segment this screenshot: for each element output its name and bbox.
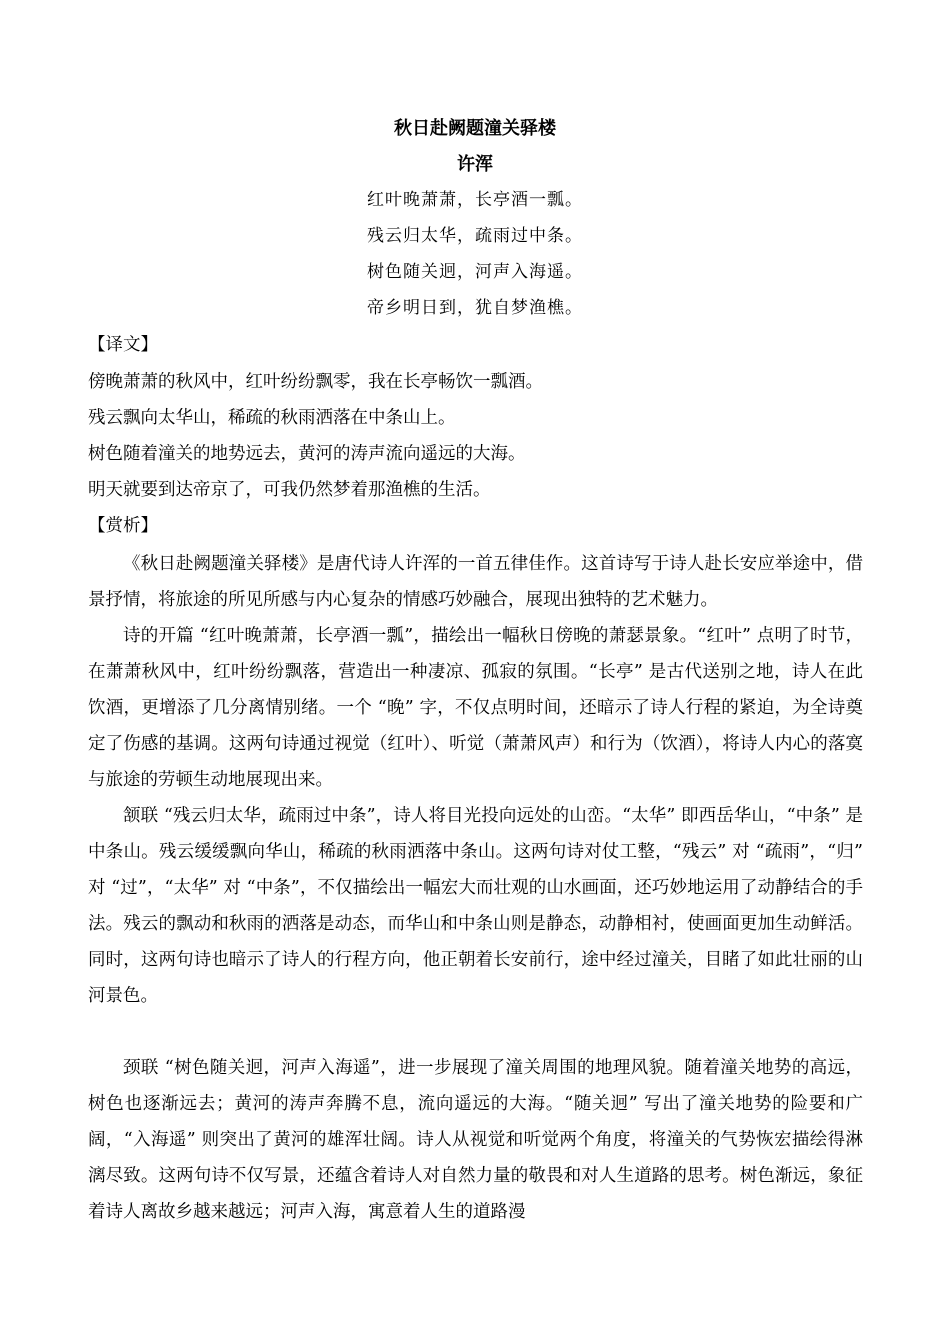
poem-line: 树色随关迥，河声入海遥。 xyxy=(367,262,583,282)
translation-line: 树色随着潼关的地势远去，黄河的涛声流向遥远的大海。 xyxy=(88,444,526,464)
translation-line: 明天就要到达帝京了，可我仍然梦着那渔樵的生活。 xyxy=(88,480,491,500)
translation-line: 傍晚萧萧的秋风中，红叶纷纷飘零，我在长亭畅饮一瓢酒。 xyxy=(88,372,543,392)
appreciation-paragraph: 颈联 “树色随关迥，河声入海遥”，进一步展现了潼关周围的地理风貌。随着潼关地势的高远，树色也逐渐远去；黄河的涛声奔腾不息，流向遥远的大海。“随关迥” 写出了潼关地势的险要和广阔，“入海遥” 则突出了黄河的雄浑壮阔。诗人从视觉和听觉两个角度，将潼关的气势恢宏描绘得淋漓尽致。这两句诗不仅写景，还蕴含着诗人对自然力量的敬畏和对人生道路的思考。树色渐远，象征着诗人离故乡越来越远；河声入海，寓意着人生的道路漫 xyxy=(88,1058,863,1222)
poem-line: 残云归太华，疏雨过中条。 xyxy=(367,226,583,246)
translation-heading: 【译文】 xyxy=(88,335,158,355)
poem-author: 许浑 xyxy=(457,154,493,175)
poem-line: 红叶晚萧萧，长亭酒一瓢。 xyxy=(367,190,583,210)
appreciation-paragraph: 颔联 “残云归太华，疏雨过中条”，诗人将目光投向远处的山峦。“太华” 即西岳华山，“中条” 是中条山。残云缓缓飘向华山，稀疏的秋雨洒落中条山。这两句诗对仗工整，“残云” 对 “疏雨”，“归” 对 “过”，“太华” 对 “中条”，不仅描绘出一幅宏大而壮观的山水画面，还巧妙地运用了动静结合的手法。残云的飘动和秋雨的洒落是动态，而华山和中条山则是静态，动静相衬，使画面更加生动鲜活。同时，这两句诗也暗示了诗人的行程方向，他正朝着长安前行，途中经过潼关，目睹了如此壮丽的山河景色。 xyxy=(88,806,863,1006)
translation-line: 残云飘向太华山，稀疏的秋雨洒落在中条山上。 xyxy=(88,408,456,428)
appreciation-paragraph: 诗的开篇 “红叶晚萧萧，长亭酒一瓢”，描绘出一幅秋日傍晚的萧瑟景象。“红叶” 点明了时节，在萧萧秋风中，红叶纷纷飘落，营造出一种凄凉、孤寂的氛围。“长亭” 是古代送别之地，诗人在此饮酒，更增添了几分离情别绪。一个 “晚” 字，不仅点明时间，还暗示了诗人行程的紧迫，为全诗奠定了伤感的基调。这两句诗通过视觉（红叶）、听觉（萧萧风声）和行为（饮酒），将诗人内心的落寞与旅途的劳顿生动地展现出来。 xyxy=(88,626,863,790)
appreciation-heading: 【赏析】 xyxy=(88,516,158,536)
appreciation-paragraph: 《秋日赴阙题潼关驿楼》是唐代诗人许浑的一首五律佳作。这首诗写于诗人赴长安应举途中，借景抒情，将旅途的所见所感与内心复杂的情感巧妙融合，展现出独特的艺术魅力。 xyxy=(88,554,863,610)
poem-title: 秋日赴阙题潼关驿楼 xyxy=(394,118,556,139)
poem-line: 帝乡明日到，犹自梦渔樵。 xyxy=(367,298,583,318)
